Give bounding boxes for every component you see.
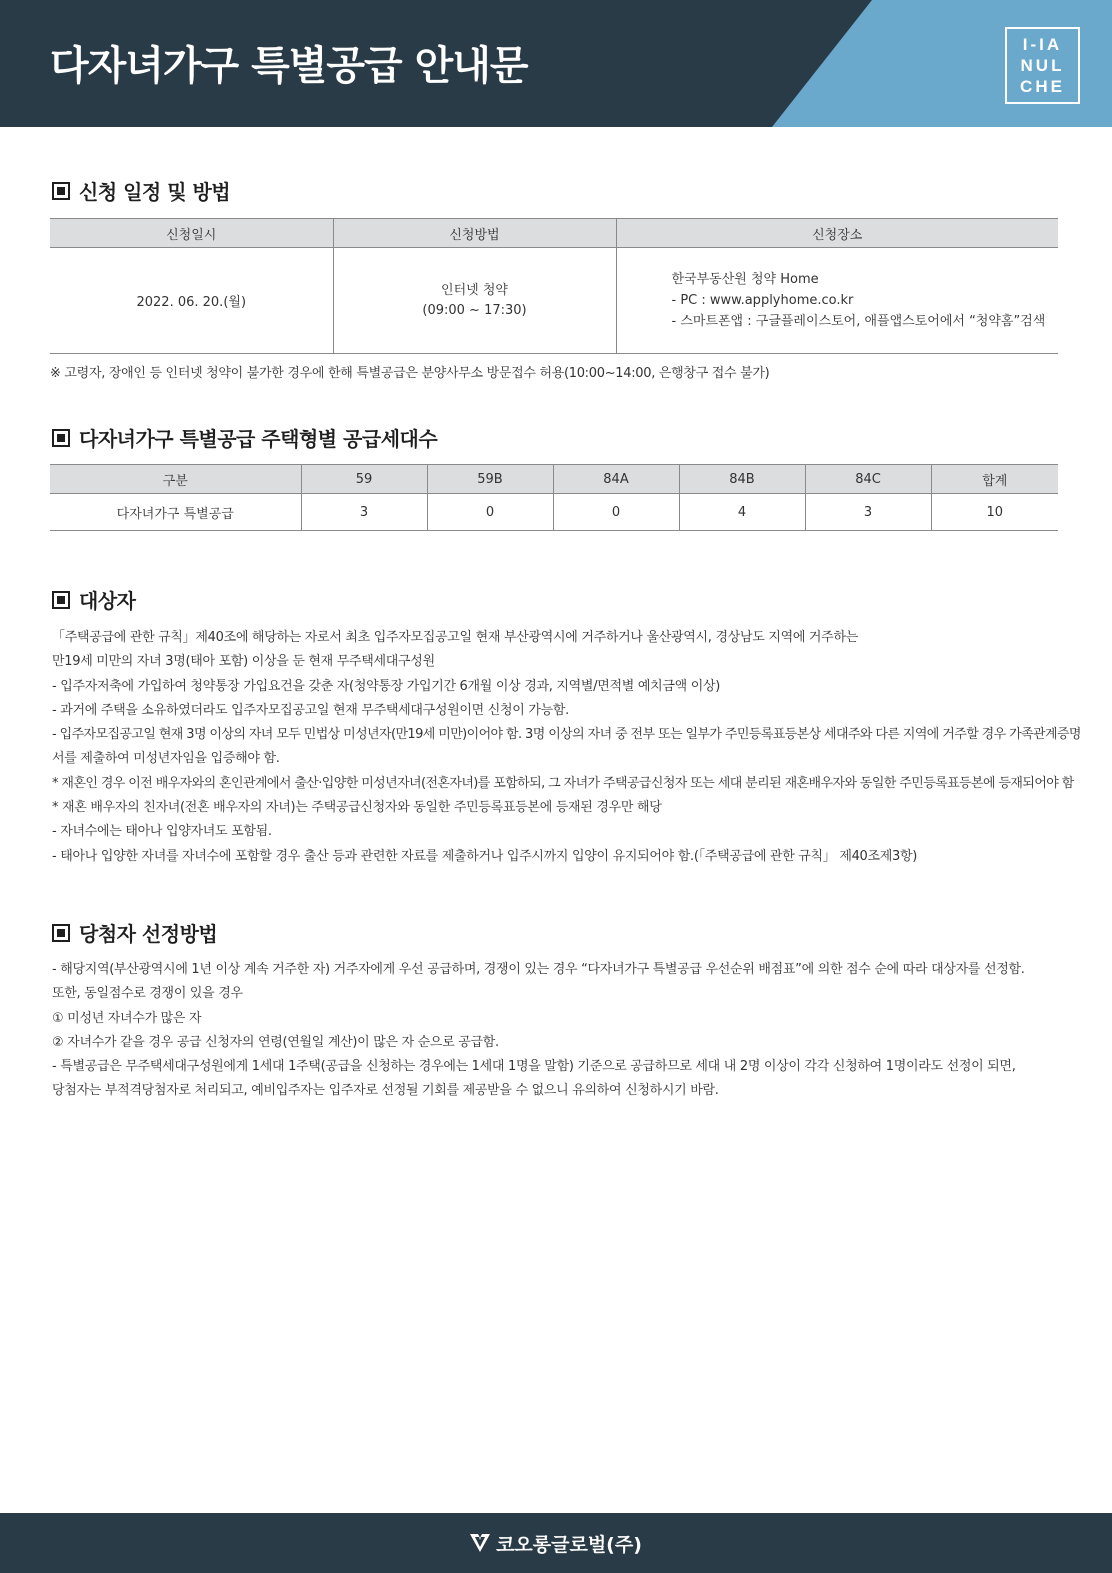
section-title-supply-count: [52, 423, 437, 452]
method-hours: (09:00 ~ 17:30): [422, 302, 527, 318]
application-date: 2022. 06. 20.(월): [50, 248, 333, 354]
schedule-table: [50, 218, 1058, 354]
table-cell: 4: [679, 494, 805, 531]
selection-line: - 특별공급은 무주택세대구성원에게 1세대 1주택(공급을 신청하는 경우에는 1세대 1명을 말함) 기준으로 공급하므로 세대 내 2명 이상이 각각 신청하여 1명이라도 선정이 되면,: [52, 1059, 1016, 1075]
eligibility-line: - 과거에 주택을 소유하였더라도 입주자모집공고일 현재 무주택세대구성원이면 신청이 가능함.: [52, 702, 569, 718]
footer-brand: [470, 1530, 642, 1557]
table-cell: 다자녀가구 특별공급: [50, 494, 301, 531]
application-method: [333, 248, 616, 354]
table-cell: 0: [427, 494, 553, 531]
selection-text: [52, 958, 1025, 1104]
application-location: [616, 248, 1058, 354]
supply-count-table: [50, 464, 1058, 531]
schedule-note: ※ 고령자, 장애인 등 인터넷 청약이 불가한 경우에 한해 특별공급은 분양사무소 방문접수 허용(10:00~14:00, 은행창구 접수 불가): [50, 366, 770, 381]
eligibility-line: 「주택공급에 관한 규칙」제40조에 해당하는 자로서 최초 입주자모집공고일 현재 부산광역시에 거주하거나 울산광역시, 경상남도 지역에 거주하는: [52, 630, 858, 645]
eligibility-text: [52, 626, 1081, 869]
square-bullet-icon: [52, 182, 70, 200]
table-header-row: [50, 219, 1058, 248]
table-header-cell: 84C: [805, 465, 931, 494]
eligibility-line: - 입주자저축에 가입하여 청약통장 가입요건을 갖춘 자(청약통장 가입기간 6개월 이상 경과, 지역별/면적별 예치금액 이상): [52, 678, 721, 694]
page-title: 다자녀가구 특별공급 안내문: [50, 43, 528, 89]
logo-line-3: CHE: [1020, 77, 1065, 96]
footer-brand-text: 코오롱글로벌(주): [496, 1533, 642, 1556]
eligibility-line: - 태아나 입양한 자녀를 자녀수에 포함할 경우 출산 등과 관련한 자료를 제출하거나 입주시까지 입양이 유지되어야 함.(「주택공급에 관한 규칙」 제40조제3항): [52, 848, 918, 864]
method-line: 인터넷 청약: [441, 282, 508, 298]
brand-logo: [1005, 27, 1080, 104]
square-bullet-icon: [52, 591, 70, 609]
table-header-cell: 신청일시: [50, 219, 333, 248]
selection-line: 당첨자는 부적격당첨자로 처리되고, 예비입주자는 입주자로 선정될 기회를 제공받을 수 없으니 유의하여 신청하시기 바람.: [52, 1083, 719, 1099]
eligibility-line: 만19세 미만의 자녀 3명(태아 포함) 이상을 둔 현재 무주택세대구성원: [52, 654, 435, 670]
eligibility-line: - 자녀수에는 태아나 입양자녀도 포함됨.: [52, 824, 272, 840]
table-header-cell: 84A: [553, 465, 679, 494]
section-title-schedule: [52, 176, 230, 205]
table-header-cell: 합계: [931, 465, 1058, 494]
table-header-cell: 59: [301, 465, 427, 494]
location-line: - 스마트폰앱 : 구글플레이스토어, 애플앱스토어에서 “청약홈”검색: [671, 314, 1046, 329]
eligibility-line: * 재혼 배우자의 친자녀(전혼 배우자의 자녀)는 주택공급신청자와 동일한 주민등록표등본에 등재된 경우만 해당: [52, 800, 662, 816]
table-row: [50, 494, 1058, 531]
square-bullet-icon: [52, 924, 70, 942]
eligibility-line: 서를 제출하여 미성년자임을 입증해야 함.: [52, 751, 280, 767]
section-title-text: 대상자: [79, 589, 136, 613]
table-header-row: [50, 465, 1058, 494]
selection-line: - 해당지역(부산광역시에 1년 이상 계속 거주한 자) 거주자에게 우선 공급하며, 경쟁이 있는 경우 “다자녀가구 특별공급 우선순위 배점표”에 의한 점수 순에 따라 대상자를 선정함.: [52, 962, 1025, 977]
section-title-text: 다자녀가구 특별공급 주택형별 공급세대수: [79, 427, 438, 451]
table-header-cell: 신청장소: [616, 219, 1058, 248]
selection-line: ② 자녀수가 같을 경우 공급 신청자의 연령(연월일 계산)이 많은 자 순으로 공급함.: [52, 1034, 499, 1050]
section-title-text: 당첨자 선정방법: [79, 922, 218, 946]
selection-line: 또한, 동일점수로 경쟁이 있을 경우: [52, 986, 243, 1002]
table-cell: 0: [553, 494, 679, 531]
table-cell: 3: [805, 494, 931, 531]
table-cell: 10: [931, 494, 1058, 531]
table-header-cell: 84B: [679, 465, 805, 494]
location-line: 한국부동산원 청약 Home: [671, 272, 819, 287]
table-cell: 3: [301, 494, 427, 531]
kolon-logo-icon: [470, 1534, 490, 1552]
header-banner: [0, 0, 1112, 127]
location-line: - PC : www.applyhome.co.kr: [671, 293, 854, 308]
section-title-text: 신청 일정 및 방법: [79, 180, 231, 204]
selection-line: ① 미성년 자녀수가 많은 자: [52, 1010, 202, 1026]
logo-line-2: NUL: [1020, 56, 1065, 75]
table-header-cell: 59B: [427, 465, 553, 494]
table-header-cell: 신청방법: [333, 219, 616, 248]
eligibility-line: * 재혼인 경우 이전 배우자와의 혼인관계에서 출산·입양한 미성년자녀(전혼자녀)를 포함하되, 그 자녀가 주택공급신청자 또는 세대 분리된 재혼배우자와 동일한 주민등록표등본에 등재되어야 함: [52, 775, 1074, 791]
table-header-cell: 구분: [50, 465, 301, 494]
section-title-selection: [52, 918, 217, 947]
logo-line-1: I-IA: [1022, 35, 1063, 54]
section-title-eligibility: [52, 585, 135, 614]
eligibility-line: - 입주자모집공고일 현재 3명 이상의 자녀 모두 민법상 미성년자(만19세 미만)이어야 함. 3명 이상의 자녀 중 전부 또는 일부가 주민등록표등본상 세대주와 다른 지역에 거주할 경우 가족관계증명: [52, 727, 1081, 743]
footer-bar: [0, 1513, 1112, 1573]
square-bullet-icon: [52, 429, 70, 447]
table-row: [50, 248, 1058, 354]
